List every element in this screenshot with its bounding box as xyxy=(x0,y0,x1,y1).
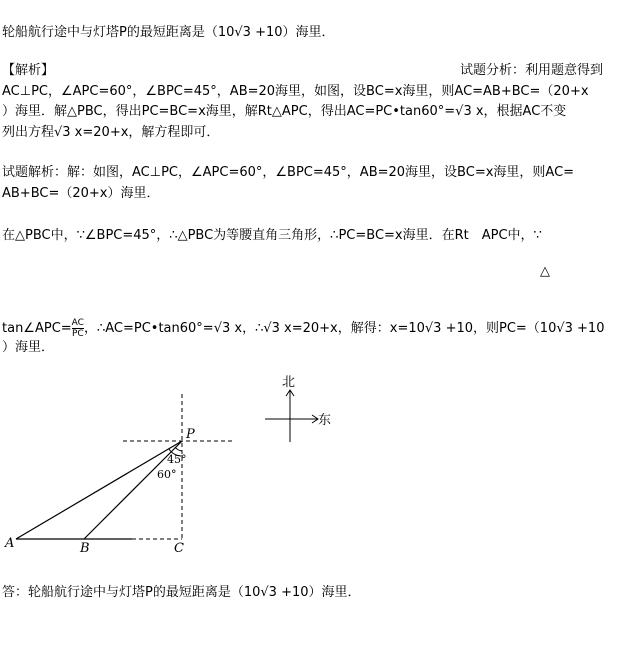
analysis-line-1: AC⊥PC，∠APC=60°，∠BPC=45°，AB=20海里，如图，设BC=x海里，则AC=AB+BC=（20+x xyxy=(2,84,589,99)
analysis-line-2: ）海里．解△PBC，得出PC=BC=x海里，解Rt△APC，得出AC=PC•tan60°=√3 x，根据AC不变 xyxy=(2,104,567,119)
angle-arc-45 xyxy=(175,447,182,451)
compass-icon xyxy=(265,390,318,442)
tan-numerator: AC xyxy=(71,318,84,328)
tan-line-2: ）海里． xyxy=(2,340,55,355)
tan-fraction xyxy=(72,318,84,339)
triangle-symbol: △ xyxy=(540,264,550,279)
tan-rest: ，∴AC=PC•tan60°=√3 x，∴√3 x=20+x，解得：x=10√3 +10，则PC=（10√3 +10 xyxy=(83,321,605,336)
answer-text: 答：轮船航行途中与灯塔P的最短距离是（10√3 +10）海里． xyxy=(2,585,361,600)
triangle-text: 在△PBC中，∵∠BPC=45°，∴△PBC为等腰直角三角形，∴PC=BC=x海里．在Rt APC中，∵ xyxy=(2,228,542,243)
tan-prefix: tan∠APC= xyxy=(2,321,72,336)
solution-line-1: 试题解析：解：如图，AC⊥PC，∠APC=60°，∠BPC=45°，AB=20海里，设BC=x海里，则AC= xyxy=(2,165,575,180)
geometry-figure xyxy=(0,370,360,565)
analysis-line-3: 列出方程√3 x=20+x，解方程即可． xyxy=(2,125,220,140)
analysis-heading: 【解析】 xyxy=(2,63,55,78)
label-b: B xyxy=(80,541,90,556)
compass-north-label: 北 xyxy=(282,375,296,390)
solution-line-2: AB+BC=（20+x）海里． xyxy=(2,186,160,201)
label-angle-60: 60° xyxy=(157,468,177,481)
label-a: A xyxy=(5,536,15,551)
question-text: 轮船航行途中与灯塔P的最短距离是（10√3 +10）海里． xyxy=(2,25,335,40)
label-angle-45: 45° xyxy=(167,453,187,466)
label-c: C xyxy=(174,541,184,556)
analysis-label: 试题分析：利用题意得到 xyxy=(460,63,604,78)
tan-line xyxy=(2,318,604,339)
label-p: P xyxy=(186,427,195,442)
compass-east-label: 东 xyxy=(318,413,332,428)
tan-denominator: PC xyxy=(71,329,84,339)
